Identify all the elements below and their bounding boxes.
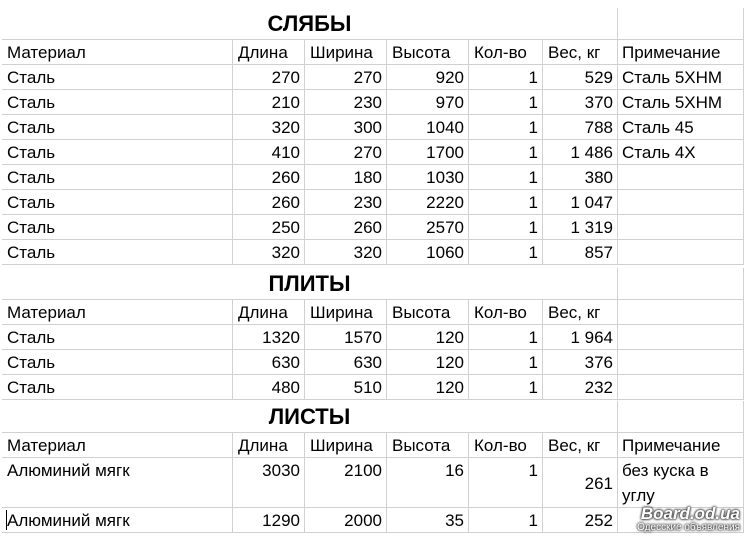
sheets-title[interactable]: ЛИСТЫ <box>2 401 618 433</box>
table-cell[interactable]: Сталь 5ХНМ <box>618 65 744 90</box>
table-cell[interactable]: 2100 <box>305 458 387 508</box>
table-row <box>2 458 748 508</box>
table-cell[interactable] <box>618 350 744 375</box>
table-row <box>2 215 748 240</box>
table-cell[interactable] <box>618 325 744 350</box>
table-cell[interactable]: 230 <box>305 190 387 215</box>
plates-header-cell[interactable]: Материал <box>2 300 233 325</box>
table-cell[interactable]: Сталь <box>2 115 233 140</box>
table-row <box>2 240 748 265</box>
table-cell[interactable]: Сталь <box>2 240 233 265</box>
table-row <box>2 325 748 350</box>
slabs-header-cell[interactable]: Ширина <box>305 40 387 65</box>
table-cell[interactable]: 1 047 <box>543 190 618 215</box>
table-cell[interactable]: 260 <box>305 215 387 240</box>
table-cell[interactable]: 1 <box>469 325 543 350</box>
table-cell[interactable]: Сталь <box>2 140 233 165</box>
plates-header-cell[interactable]: Вес, кг <box>543 300 618 325</box>
table-cell[interactable]: 1570 <box>305 325 387 350</box>
table-cell[interactable]: 630 <box>233 350 305 375</box>
slabs-header-cell[interactable]: Вес, кг <box>543 40 618 65</box>
plates-header-row <box>2 300 748 325</box>
table-cell[interactable]: 1320 <box>233 325 305 350</box>
table-cell[interactable]: 260 <box>233 190 305 215</box>
watermark-site: Board.od.ua <box>640 504 740 523</box>
sheets-title-note-cell[interactable] <box>618 401 744 433</box>
table-cell[interactable]: 1 <box>469 215 543 240</box>
table-cell[interactable]: 1 <box>469 190 543 215</box>
table-cell[interactable]: 180 <box>305 165 387 190</box>
sheets-header-cell[interactable]: Высота <box>387 433 469 458</box>
table-cell[interactable]: 510 <box>305 375 387 400</box>
table-cell[interactable]: 210 <box>233 90 305 115</box>
watermark <box>637 504 740 533</box>
table-row <box>2 165 748 190</box>
table-cell[interactable]: 1 <box>469 65 543 90</box>
table-cell[interactable]: 2220 <box>387 190 469 215</box>
table-row <box>2 140 748 165</box>
table-cell[interactable] <box>618 215 744 240</box>
table-cell[interactable]: 1 <box>469 508 543 533</box>
slabs-header-cell[interactable]: Кол-во <box>469 40 543 65</box>
table-cell[interactable]: 1 <box>469 375 543 400</box>
table-cell[interactable]: Сталь <box>2 215 233 240</box>
table-cell[interactable]: 1 <box>469 140 543 165</box>
watermark-subtitle: Одесские объявления <box>637 522 740 533</box>
table-cell[interactable]: 370 <box>543 90 618 115</box>
plates-header-cell[interactable] <box>618 300 744 325</box>
table-cell[interactable]: 1700 <box>387 140 469 165</box>
table-cell[interactable]: 1 <box>469 90 543 115</box>
table-cell[interactable] <box>618 165 744 190</box>
table-cell[interactable]: 1040 <box>387 115 469 140</box>
slabs-header-cell[interactable]: Примечание <box>618 40 744 65</box>
table-cell[interactable]: 1030 <box>387 165 469 190</box>
slabs-header-cell[interactable]: Материал <box>2 40 233 65</box>
table-cell[interactable]: 120 <box>387 325 469 350</box>
table-cell[interactable]: Сталь <box>2 90 233 115</box>
table-cell[interactable]: 1 <box>469 350 543 375</box>
table-cell[interactable]: 270 <box>233 65 305 90</box>
slabs-title-row <box>2 8 748 40</box>
table-cell[interactable]: 920 <box>387 65 469 90</box>
sheets-header-cell[interactable]: Кол-во <box>469 433 543 458</box>
plates-header-cell[interactable]: Кол-во <box>469 300 543 325</box>
sheets-header-cell[interactable]: Примечание <box>618 433 744 458</box>
slabs-header-cell[interactable]: Длина <box>233 40 305 65</box>
table-cell[interactable]: Сталь 5ХНМ <box>618 90 744 115</box>
table-cell[interactable]: 300 <box>305 115 387 140</box>
plates-header-cell[interactable]: Высота <box>387 300 469 325</box>
table-row <box>2 375 748 400</box>
plates-header-cell[interactable]: Длина <box>233 300 305 325</box>
table-cell[interactable] <box>618 190 744 215</box>
table-cell[interactable]: 250 <box>233 215 305 240</box>
sheets-header-cell[interactable]: Вес, кг <box>543 433 618 458</box>
slabs-title[interactable]: СЛЯБЫ <box>2 8 618 40</box>
table-cell[interactable]: 260 <box>233 165 305 190</box>
table-cell[interactable]: 1290 <box>233 508 305 533</box>
table-cell[interactable]: Алюминий мягк <box>2 458 233 508</box>
table-cell[interactable]: 320 <box>233 115 305 140</box>
sheets-header-cell[interactable]: Длина <box>233 433 305 458</box>
table-cell[interactable] <box>618 375 744 400</box>
sheets-header-cell[interactable]: Ширина <box>305 433 387 458</box>
table-cell[interactable]: 480 <box>233 375 305 400</box>
table-cell[interactable]: 270 <box>305 65 387 90</box>
table-cell[interactable]: Алюминий мягк <box>2 508 233 533</box>
table-cell[interactable]: 1 <box>469 115 543 140</box>
table-cell[interactable]: 270 <box>305 140 387 165</box>
plates-title-note-cell[interactable] <box>618 268 744 300</box>
table-cell[interactable]: 380 <box>543 165 618 190</box>
table-cell[interactable]: 2000 <box>305 508 387 533</box>
table-cell[interactable]: 630 <box>305 350 387 375</box>
table-cell[interactable]: 35 <box>387 508 469 533</box>
table-row <box>2 90 748 115</box>
table-cell[interactable]: 1060 <box>387 240 469 265</box>
table-row <box>2 65 748 90</box>
table-cell[interactable]: 1 <box>469 165 543 190</box>
slabs-title-note-cell[interactable] <box>618 8 744 40</box>
table-cell[interactable]: 1 <box>469 240 543 265</box>
slabs-header-cell[interactable]: Высота <box>387 40 469 65</box>
table-cell[interactable]: 788 <box>543 115 618 140</box>
table-cell[interactable]: 857 <box>543 240 618 265</box>
table-cell[interactable]: 232 <box>543 375 618 400</box>
plates-title[interactable]: ПЛИТЫ <box>2 268 618 300</box>
table-cell[interactable]: 230 <box>305 90 387 115</box>
table-cell[interactable]: Сталь 4Х <box>618 140 744 165</box>
table-cell[interactable]: Сталь <box>2 190 233 215</box>
table-cell[interactable]: 529 <box>543 65 618 90</box>
table-cell[interactable]: 970 <box>387 90 469 115</box>
table-cell[interactable]: 1 486 <box>543 140 618 165</box>
table-cell[interactable]: 252 <box>543 508 618 533</box>
table-cell[interactable]: Сталь 45 <box>618 115 744 140</box>
sheets-title-row <box>2 401 748 433</box>
table-cell[interactable]: Сталь <box>2 325 233 350</box>
table-cell[interactable]: 120 <box>387 375 469 400</box>
table-row <box>2 115 748 140</box>
table-cell[interactable] <box>618 240 744 265</box>
table-row <box>2 190 748 215</box>
table-cell[interactable]: Сталь <box>2 65 233 90</box>
table-cell[interactable]: 1 964 <box>543 325 618 350</box>
table-cell[interactable]: 1 <box>469 458 543 508</box>
table-cell[interactable]: 320 <box>233 240 305 265</box>
table-cell[interactable]: 410 <box>233 140 305 165</box>
table-cell[interactable]: Сталь <box>2 375 233 400</box>
table-cell[interactable]: Сталь <box>2 350 233 375</box>
table-cell[interactable]: 320 <box>305 240 387 265</box>
text-cursor <box>6 510 7 530</box>
sheets-header-cell[interactable]: Материал <box>2 433 233 458</box>
table-cell[interactable]: без куска в углу <box>618 458 744 508</box>
sheets-header-row <box>2 433 748 458</box>
table-cell[interactable]: 261 <box>543 458 618 508</box>
table-cell[interactable]: 376 <box>543 350 618 375</box>
plates-title-row <box>2 268 748 300</box>
table-cell[interactable]: 16 <box>387 458 469 508</box>
table-row <box>2 350 748 375</box>
table-cell[interactable]: 2570 <box>387 215 469 240</box>
table-cell[interactable]: Сталь <box>2 165 233 190</box>
plates-header-cell[interactable]: Ширина <box>305 300 387 325</box>
table-cell[interactable]: 1 319 <box>543 215 618 240</box>
slabs-header-row <box>2 40 748 65</box>
table-cell[interactable]: 3030 <box>233 458 305 508</box>
table-cell[interactable]: 120 <box>387 350 469 375</box>
